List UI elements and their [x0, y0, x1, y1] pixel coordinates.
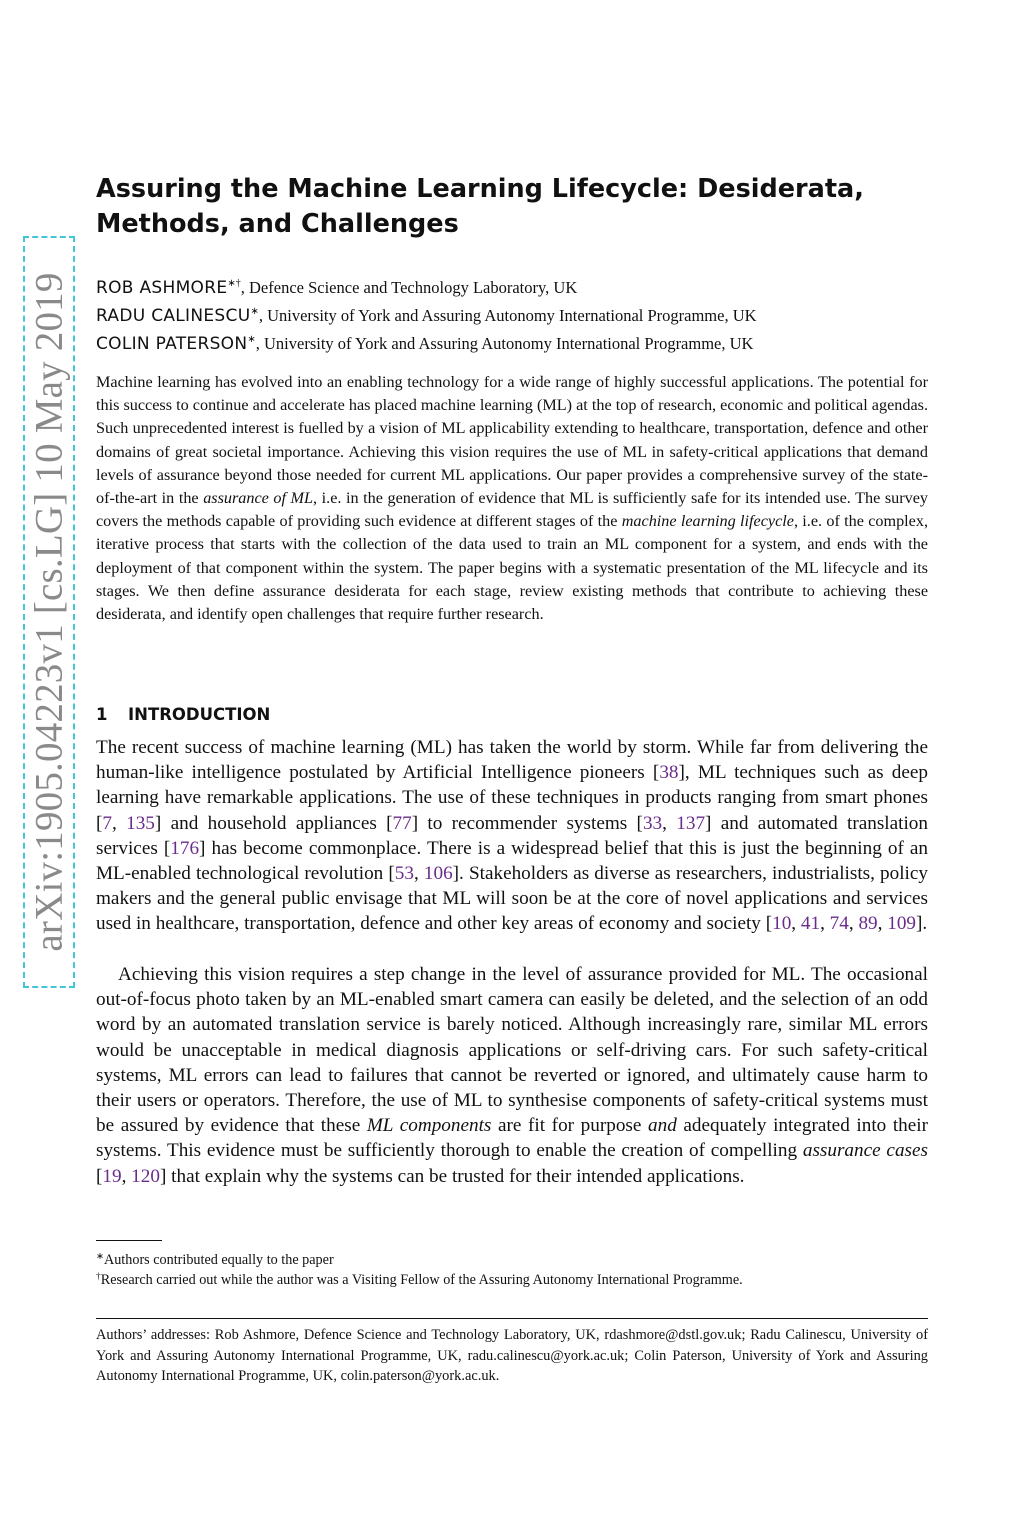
body-emphasis: and — [648, 1115, 677, 1137]
section-title: INTRODUCTION — [128, 705, 271, 724]
author-name: ROB ASHMORE — [96, 278, 228, 298]
addresses-divider — [96, 1318, 928, 1319]
footnote-text: Research carried out while the author was a Visiting Fellow of the Assuring Autonomy International Programme. — [100, 1272, 743, 1288]
author-affiliation: University of York and Assuring Autonomy International Programme, UK — [267, 306, 757, 325]
footnote — [96, 1248, 928, 1269]
paper-title — [96, 172, 864, 242]
citation-link[interactable]: 7 — [102, 812, 112, 834]
author-name: COLIN PATERSON — [96, 334, 248, 354]
citation-link[interactable]: 74 — [829, 913, 849, 935]
section-number: 1 — [96, 705, 108, 724]
citation-link[interactable]: 41 — [800, 913, 821, 935]
citation-link[interactable]: 137 — [676, 812, 706, 834]
body-emphasis: assurance cases — [802, 1140, 928, 1162]
authors-addresses: Authors’ addresses: Rob Ashmore, Defence Science and Technology Laboratory, UK, rdashmore@dstl.gov.uk; Radu Calinescu, University of York and Assuring Autonomy International Programme, UK, radu.calinescu@york.ac.uk; Colin Paterson, University of York and Assuring Autonomy International Programme, UK, colin.paterson@york.ac.uk. — [96, 1327, 928, 1384]
citation-link[interactable]: 53 — [394, 863, 414, 885]
footnote-mark: † — [96, 1272, 101, 1282]
arxiv-stamp — [23, 236, 75, 988]
author-line-ashmore: ROB ASHMORE∗†, Defence Science and Technology Laboratory, UK — [96, 278, 578, 298]
paper-title-line-2: Methods, and Challenges — [96, 209, 459, 239]
abstract: Machine learning has evolved into an enabling technology for a wide range of highly successful applications. The potential for this success to continue and accelerate has placed machine learning (ML) at the top of research, economic and political agendas. Such unprecedented interest is fuelled by a vision of ML applicability extending to healthcare, transportation, defence and other domains of great societal importance. Achieving this vision requires the use of ML in safety-critical applications that demand levels of assurance beyond those needed for current ML applications. Our paper provides a comprehensive survey of the state-of-the-art in the assurance of ML, i.e. in the generation of evidence that ML is sufficiently safe for its intended use. The survey covers the methods capable of providing such evidence at different stages of the machine learning lifecycle, i.e. of the complex, iterative process that starts with the collection of the data used to train an ML component for a system, and ends with the deployment of that component within the system. The paper begins with a systematic presentation of the ML lifecycle and its stages. We then define assurance desiderata for each stage, review existing methods that contribute to achieving these desiderata, and identify open challenges that require further research. — [96, 373, 928, 624]
author-marks: ∗† — [227, 278, 241, 289]
citation-link[interactable]: 109 — [887, 913, 916, 935]
abstract-emphasis: machine learning lifecycle — [621, 512, 794, 531]
paper-title-line-1: Assuring the Machine Learning Lifecycle: Desiderata, — [96, 174, 864, 204]
author-marks: ∗ — [247, 334, 256, 345]
author-name: RADU CALINESCU — [96, 306, 251, 326]
footnote — [96, 1268, 928, 1289]
citation-link[interactable]: 77 — [392, 812, 412, 834]
author-affiliation: Defence Science and Technology Laboratory, UK — [249, 278, 578, 297]
author-line-calinescu: RADU CALINESCU∗, University of York and Assuring Autonomy International Programme, UK — [96, 306, 757, 326]
citation-link[interactable]: 89 — [858, 913, 878, 935]
citation-link[interactable]: 135 — [126, 812, 155, 834]
author-affiliation: University of York and Assuring Autonomy International Programme, UK — [264, 334, 754, 353]
section-heading — [96, 705, 270, 724]
intro-paragraph-1: The recent success of machine learning (ML) has taken the world by storm. While far from delivering the human-like intelligence postulated by Artificial Intelligence pioneers [38], ML techniques such as deep learning have remarkable applications. The use of these techniques in products ranging from smart phones [7, 135] and household appliances [77] to recommender systems [33, 137] and automated translation services [176] has become commonplace. There is a widespread belief that this is just the beginning of an ML-enabled technological revolution [53, 106]. Stakeholders as diverse as researchers, industrialists, policy makers and the general public envisage that ML will soon be at the core of novel applications and services used in healthcare, transportation, defence and other key areas of economy and society [10, 41, 74, 89, 109]. — [96, 737, 929, 935]
citation-link[interactable]: 120 — [131, 1165, 160, 1187]
author-marks: ∗ — [250, 306, 259, 317]
arxiv-identifier: arXiv:1905.04223v1 [cs.LG] 10 May 2019 — [27, 272, 71, 952]
citation-link[interactable]: 10 — [772, 913, 792, 935]
abstract-emphasis: assurance of ML — [203, 489, 314, 508]
citation-link[interactable]: 176 — [170, 837, 200, 859]
citation-link[interactable]: 19 — [102, 1165, 122, 1187]
body-emphasis: ML components — [366, 1115, 492, 1137]
author-line-paterson: COLIN PATERSON∗, University of York and Assuring Autonomy International Programme, UK — [96, 334, 754, 354]
citation-link[interactable]: 33 — [642, 812, 663, 834]
footnote-mark: ∗ — [96, 1252, 104, 1262]
footnote-text: Authors contributed equally to the paper — [103, 1252, 334, 1268]
citation-link[interactable]: 38 — [659, 762, 679, 784]
footnote-divider — [96, 1240, 162, 1241]
citation-link[interactable]: 106 — [423, 863, 453, 885]
intro-paragraph-2: Achieving this vision requires a step change in the level of assurance provided for ML. The occasional out-of-focus photo taken by an ML-enabled smart camera can easily be deleted, and the selection of an odd word by an automated translation service is barely noticed. Although increasingly rare, similar ML errors would be unacceptable in medical diagnosis applications or self-driving cars. For such safety-critical systems, ML errors can lead to failures that cannot be reverted or ignored, and ultimately cause harm to their users or operators. Therefore, the use of ML to synthesise components of safety-critical systems must be assured by evidence that these ML components are fit for purpose and adequately integrated into their systems. This evidence must be sufficiently thorough to enable the creation of compelling assurance cases [19, 120] that explain why the systems can be trusted for their intended applications. — [96, 964, 929, 1187]
